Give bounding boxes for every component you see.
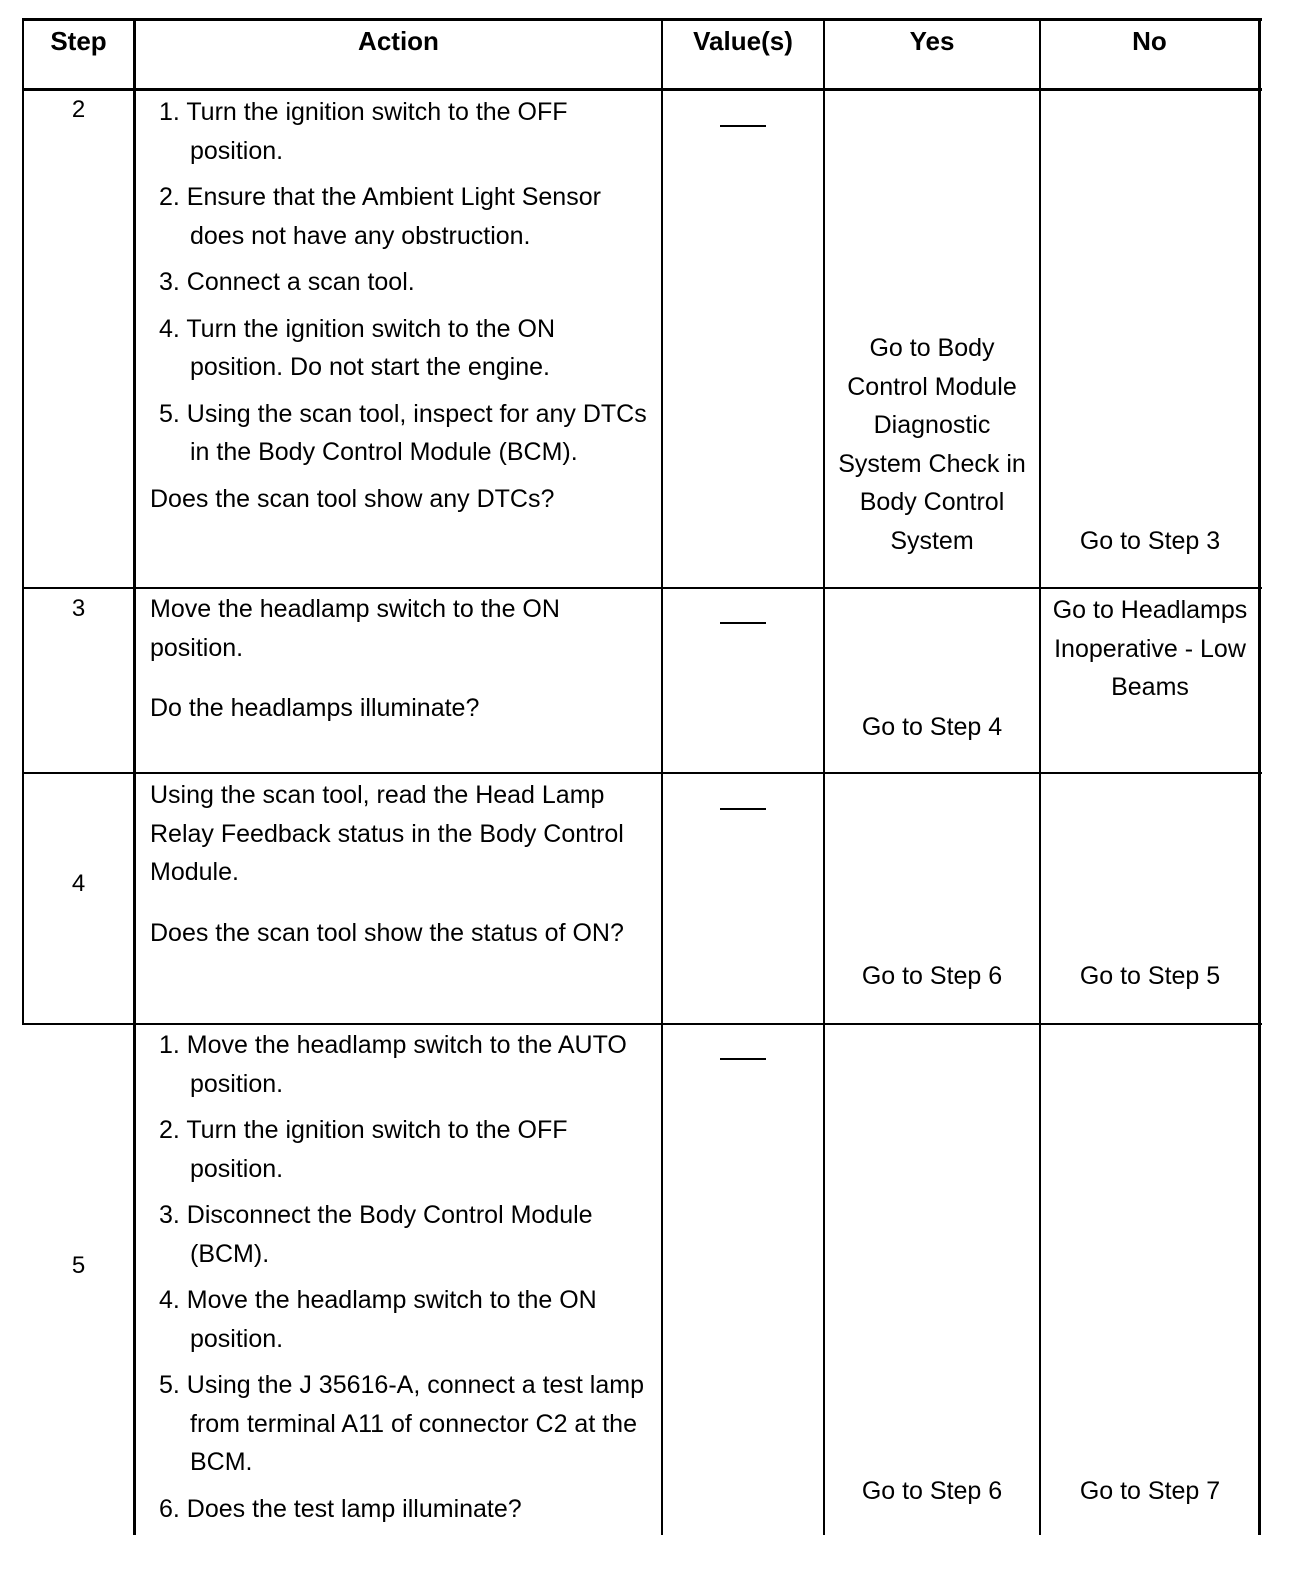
value-dash [720, 808, 766, 810]
action-item: 3. Connect a scan tool. [159, 268, 415, 296]
action-item: 1. Move the headlamp switch to the AUTO position. [159, 1031, 627, 1098]
step-number: 2 [71, 96, 86, 123]
no-outcome: Go to Step 3 [1079, 526, 1221, 555]
action-item: 2. Ensure that the Ambient Light Sensor does not have any obstruction. [159, 183, 601, 250]
action-item: Using the scan tool, read the Head Lamp Relay Feedback status in the Body Control Module. [150, 781, 624, 886]
no-outcome: Go to Step 5 [1079, 961, 1221, 990]
header-divider [22, 88, 1262, 91]
column-divider [22, 589, 24, 1025]
no-outcome: Go to Headlamps Inoperative - Low Beams [1052, 596, 1248, 701]
action-item: Move the headlamp switch to the ON position. [150, 595, 560, 662]
header-no: No [1132, 26, 1167, 56]
action-cell [150, 776, 655, 960]
action-item: 6. Does the test lamp illuminate? [159, 1494, 522, 1523]
table-border-top [22, 18, 1262, 21]
row-divider [22, 587, 1262, 589]
action-item: 4. Turn the ignition switch to the ON position. Do not start the engine. [159, 314, 556, 381]
column-divider [661, 18, 663, 1535]
step-number: 5 [71, 1252, 86, 1279]
action-cell [150, 93, 655, 526]
yes-outcome: Go to Step 4 [861, 712, 1003, 741]
value-dash [720, 125, 766, 127]
action-cell [150, 590, 655, 736]
no-outcome: Go to Step 7 [1079, 1476, 1221, 1505]
yes-outcome: Go to Body Control Module Diagnostic System Check in Body Control System [838, 334, 1026, 555]
action-cell [150, 1026, 655, 1536]
header-action: Action [358, 26, 439, 56]
column-divider [133, 18, 136, 1535]
row-divider [22, 1023, 1262, 1025]
action-question: Does the scan tool show the status of ON? [150, 918, 624, 947]
action-question: Do the headlamps illuminate? [150, 694, 480, 722]
column-divider [1258, 18, 1261, 1535]
action-item: 2. Turn the ignition switch to the OFF position. [159, 1116, 568, 1183]
row-divider [22, 772, 1262, 774]
action-item: 3. Disconnect the Body Control Module (BCM). [159, 1201, 593, 1268]
yes-outcome: Go to Step 6 [861, 1476, 1003, 1505]
step-number: 3 [71, 595, 86, 622]
yes-outcome: Go to Step 6 [861, 961, 1003, 990]
action-question: Does the scan tool show any DTCs? [150, 484, 555, 513]
step-number: 4 [71, 870, 86, 897]
column-divider [1039, 18, 1041, 1535]
action-item: 5. Using the scan tool, inspect for any DTCs in the Body Control Module (BCM). [159, 399, 647, 466]
action-item: 1. Turn the ignition switch to the OFF position. [159, 98, 568, 165]
header-yes: Yes [909, 26, 955, 56]
header-step: Step [50, 26, 107, 56]
header-values: Value(s) [693, 26, 793, 56]
value-dash [720, 1058, 766, 1060]
action-item: 4. Move the headlamp switch to the ON position. [159, 1286, 597, 1353]
value-dash [720, 622, 766, 624]
column-divider [823, 18, 825, 1535]
action-item: 5. Using the J 35616-A, connect a test lamp from terminal A11 of connector C2 at the BCM. [159, 1371, 644, 1476]
